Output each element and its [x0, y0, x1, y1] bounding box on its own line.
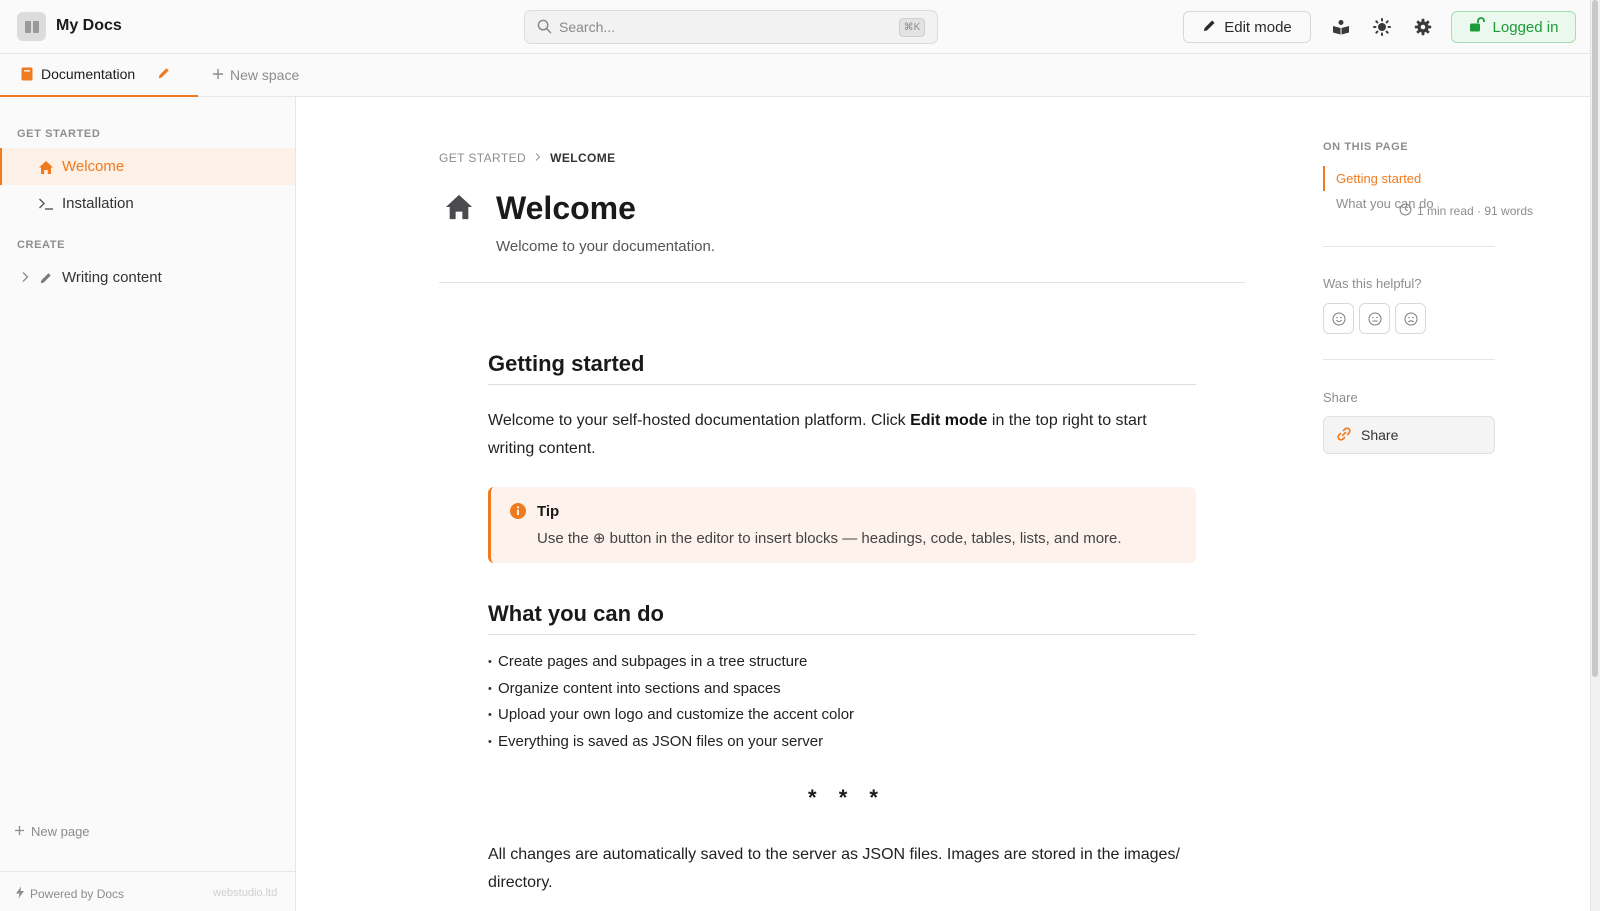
chevron-right-icon[interactable]	[20, 270, 30, 287]
lock-open-icon	[1469, 17, 1485, 37]
toc-title: ON THIS PAGE	[1323, 141, 1409, 153]
search-input[interactable]	[524, 10, 938, 44]
plus-icon	[212, 67, 224, 83]
sidebar-item-label: Writing content	[62, 269, 162, 286]
home-icon	[444, 193, 474, 226]
sidebar-section-title: CREATE	[17, 239, 66, 251]
new-space-label: New space	[230, 67, 300, 83]
breadcrumb	[439, 151, 616, 165]
sidebar-toggle-icon[interactable]	[17, 12, 46, 41]
search-shortcut: ⌘K	[899, 18, 925, 37]
share-label: Share	[1323, 390, 1358, 405]
paragraph: Welcome to your self-hosted documentation platform. Click Edit mode in the top right to start writing content.	[488, 412, 1147, 457]
toc-item-getting-started[interactable]: Getting started	[1323, 166, 1495, 191]
tip-body: Use the ⊕ button in the editor to insert blocks — headings, code, tables, lists, and more.	[537, 530, 1122, 547]
breadcrumb-item[interactable]: GET STARTED	[439, 151, 527, 165]
edit-mode-label: Edit mode	[1224, 18, 1292, 36]
share-button-label: Share	[1361, 427, 1399, 443]
sidebar-item-writing-content[interactable]	[0, 259, 295, 296]
brand-link[interactable]: webstudio.ltd	[213, 887, 278, 899]
logged-in-button[interactable]	[1451, 11, 1576, 43]
sidebar-item-welcome[interactable]	[0, 148, 295, 185]
list-item: • Upload your own logo and customize the accent color	[488, 702, 1196, 729]
page-title: Welcome	[496, 190, 636, 226]
terminal-icon	[37, 195, 55, 213]
new-page-label: New page	[31, 824, 90, 839]
powered-by-label: Powered by Docs	[30, 887, 125, 901]
helpful-label: Was this helpful?	[1323, 276, 1422, 291]
gear-icon[interactable]	[1412, 16, 1434, 38]
search-placeholder: Search...	[559, 19, 616, 35]
powered-by[interactable]	[15, 886, 124, 902]
bolt-icon	[15, 886, 25, 902]
scrollbar-thumb[interactable]	[1592, 0, 1598, 677]
bold-text: Edit mode	[910, 412, 988, 429]
chevron-right-icon	[534, 151, 542, 165]
frown-face-icon[interactable]	[1395, 303, 1426, 334]
list-item: • Organize content into sections and spaces	[488, 676, 1196, 703]
pencil-icon	[37, 269, 55, 287]
neutral-face-icon[interactable]	[1359, 303, 1390, 334]
edit-space-icon[interactable]	[157, 66, 171, 85]
tab-documentation[interactable]	[0, 54, 198, 97]
main-content	[296, 97, 1600, 911]
search-icon	[537, 19, 552, 39]
sidebar-item-installation[interactable]	[0, 185, 295, 222]
pencil-icon	[1202, 18, 1217, 37]
theme-icon[interactable]	[1371, 16, 1393, 38]
sidebar-footer	[0, 871, 295, 911]
sidebar-item-label: Welcome	[62, 158, 125, 175]
table-of-contents	[1323, 166, 1495, 216]
share-button[interactable]	[1323, 416, 1495, 454]
heading-getting-started: Getting started	[488, 351, 1196, 385]
new-page-button[interactable]	[14, 824, 90, 839]
list-item: • Create pages and subpages in a tree structure	[488, 649, 1196, 676]
tab-label: Documentation	[41, 66, 136, 82]
home-icon	[37, 158, 55, 176]
list-item: • Everything is saved as JSON files on your server	[488, 729, 1196, 756]
edit-mode-button[interactable]	[1183, 11, 1311, 43]
app-title: My Docs	[56, 17, 122, 34]
feature-list	[488, 649, 1196, 755]
smile-face-icon[interactable]	[1323, 303, 1354, 334]
heading-what-you-can-do: What you can do	[488, 601, 1196, 635]
divider	[439, 282, 1245, 283]
article-body	[488, 351, 1196, 897]
page-subtitle: Welcome to your documentation.	[496, 238, 716, 255]
divider	[1323, 359, 1495, 360]
divider	[1323, 246, 1495, 247]
tip-title: Tip	[537, 503, 560, 520]
sidebar-section-title: GET STARTED	[17, 128, 101, 140]
toc-item-what-you-can-do[interactable]: What you can do	[1336, 196, 1434, 211]
tip-callout	[488, 487, 1196, 563]
sidebar-item-label: Installation	[62, 195, 134, 212]
plus-icon	[14, 824, 25, 839]
separator: * * *	[808, 785, 886, 810]
new-space-button[interactable]	[212, 67, 299, 83]
reading-time-label: 1 min read · 91 words	[1417, 204, 1534, 218]
book-icon	[21, 67, 33, 86]
info-icon	[509, 502, 527, 525]
logged-in-label: Logged in	[1492, 18, 1559, 36]
breadcrumb-current: WELCOME	[550, 151, 616, 165]
reader-icon[interactable]	[1330, 16, 1352, 38]
space-tabs	[0, 54, 1600, 97]
link-icon	[1336, 426, 1352, 445]
sidebar	[0, 97, 296, 911]
paragraph: All changes are automatically saved to the server as JSON files. Images are stored in the images/ directory.	[488, 846, 1180, 891]
top-bar	[0, 0, 1600, 54]
